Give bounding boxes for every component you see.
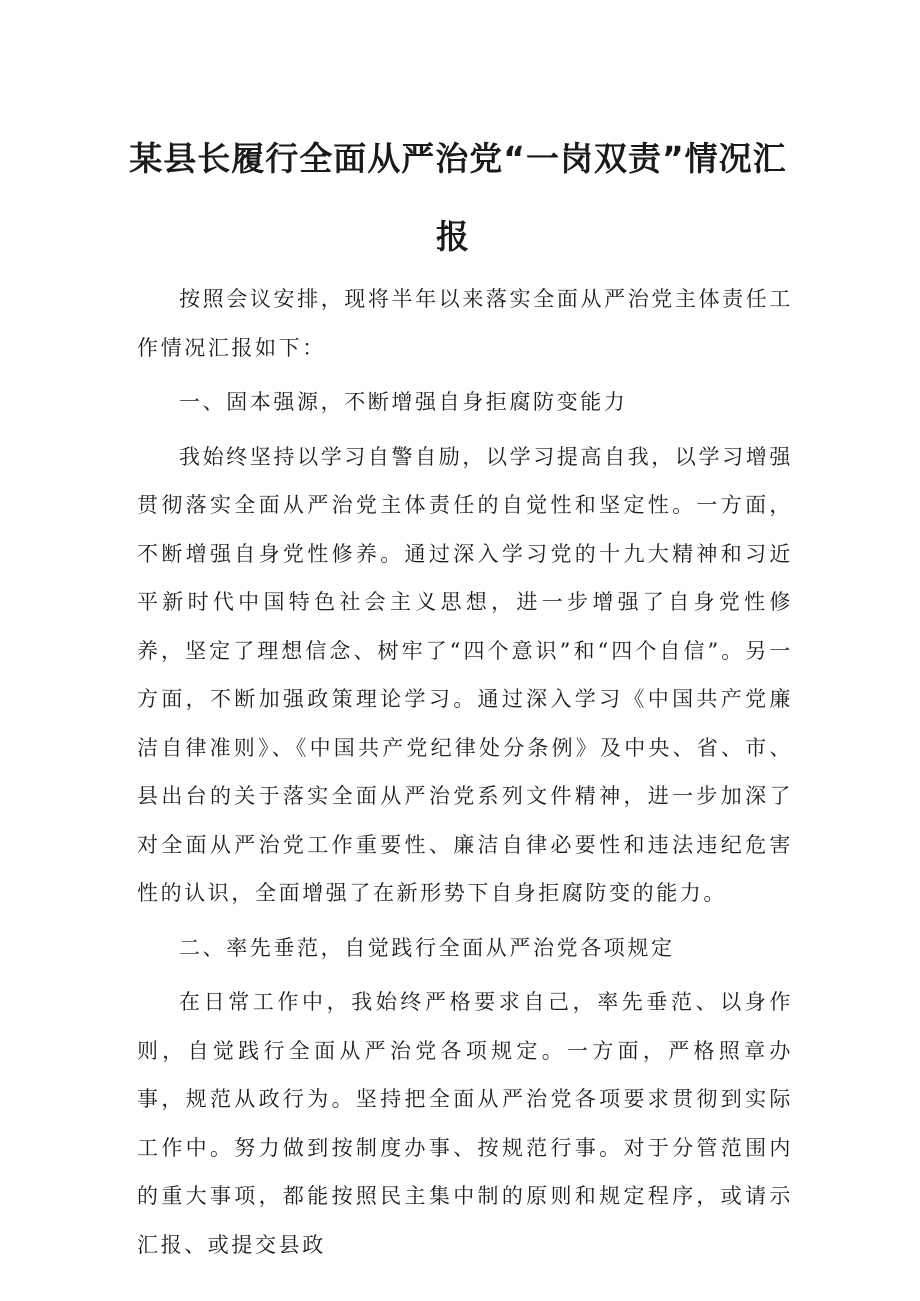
section-heading-1: 一、固本强源，不断增强自身拒腐防变能力 — [179, 390, 628, 414]
section-2-paragraph: 在日常工作中，我始终严格要求自己，率先垂范、以身作则，自觉践行全面从严治党各项规定。一方面，严格照章办事，规范从政行为。坚持把全面从严治党各项要求贯彻到实际工作中。努力做到按制度办事、按规范行事。对于分管范围内的重大事项，都能按照民主集中制的原则和规定程序，或请示汇报、或提交县政 — [137, 990, 793, 1257]
section-1-paragraph: 我始终坚持以学习自警自励，以学习提高自我，以学习增强贯彻落实全面从严治党主体责任的自觉性和坚定性。一方面，不断增强自身党性修养。通过深入学习党的十九大精神和习近平新时代中国特色社会主义思想，进一步增强了自身党性修养，坚定了理想信念、树牢了“四个意识”和“四个自信”。另一方面，不断加强政策理论学习。通过深入学习《中国共产党廉洁自律准则》、《中国共产党纪律处分条例》及中央、省、市、县出台的关于落实全面从严治党系列文件精神，进一步加深了对全面从严治党工作重要性、廉洁自律必要性和违法违纪危害性的认识，全面增强了在新形势下自身拒腐防变的能力。 — [137, 444, 793, 905]
document-title-line-1: 某县长履行全面从严治党“一岗双责”情况汇 — [129, 139, 787, 178]
document-title-line-2: 报 — [436, 217, 470, 256]
section-heading-2: 二、率先垂范，自觉践行全面从严治党各项规定 — [179, 935, 675, 960]
document-body — [137, 275, 793, 1269]
intro-paragraph: 按照会议安排，现将半年以来落实全面从严治党主体责任工作情况汇报如下： — [137, 287, 793, 360]
